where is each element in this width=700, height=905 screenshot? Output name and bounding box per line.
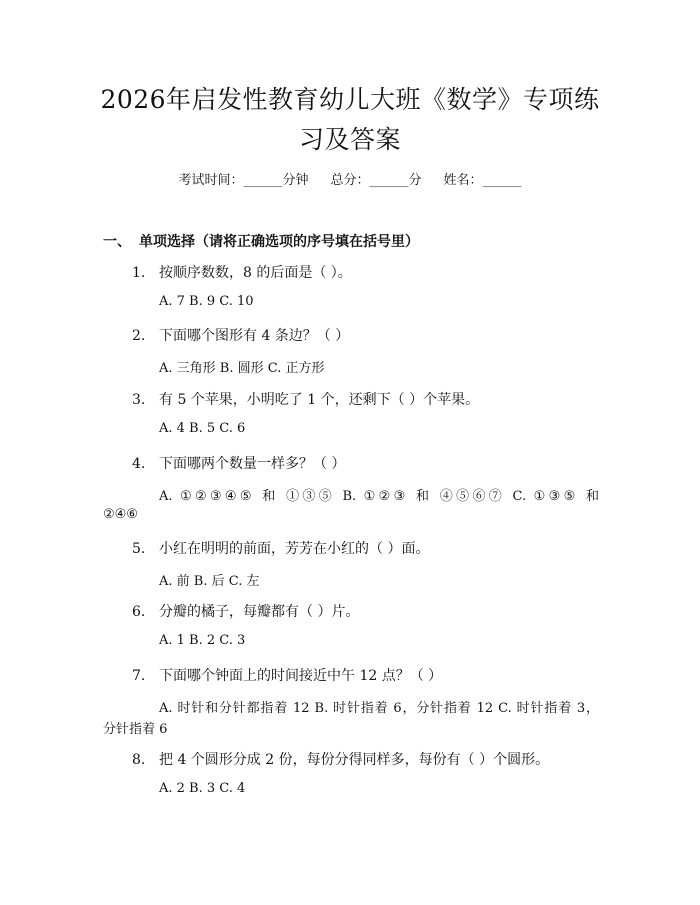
exam-info (0, 169, 700, 188)
question-1-options: A. 7 B. 9 C. 10 (159, 294, 254, 309)
question-5 (132, 538, 429, 558)
question-3-options: A. 4 B. 5 C. 6 (159, 421, 246, 436)
section-number: 一、 (103, 234, 131, 250)
question-text: 小红在明明的前面，芳芳在小红的（ ）面。 (159, 541, 430, 557)
question-4-options-continued: ②④⑥ (103, 507, 138, 522)
question-number: 7. (132, 668, 146, 684)
title-line-1: 2026年启发性教育幼儿大班《数学》专项练 (100, 85, 600, 114)
question-5-options: A. 前 B. 后 C. 左 (159, 574, 260, 589)
question-4 (132, 453, 345, 473)
question-number: 5. (132, 541, 146, 557)
question-1 (132, 262, 352, 282)
question-7-options: A. 时针和分针都指着 12 B. 时针指着 6，分针指着 12 C. 时针指着 3， (159, 701, 599, 716)
question-number: 8. (132, 752, 146, 768)
question-text: 下面哪个图形有 4 条边？（ ） (159, 328, 350, 344)
score-field: 总分：______分 (330, 173, 422, 188)
question-text: 下面哪个钟面上的时间接近中午 12 点？（ ） (159, 668, 443, 684)
question-6-options: A. 1 B. 2 C. 3 (159, 633, 246, 648)
question-2 (132, 325, 349, 345)
question-8 (132, 749, 549, 769)
question-number: 6. (132, 604, 146, 620)
question-2-options: A. 三角形 B. 圆形 C. 正方形 (159, 361, 325, 376)
question-7-options-continued: 分针指着 6 (103, 722, 168, 737)
exam-time-field: 考试时间：______分钟 (178, 173, 309, 188)
question-text: 分瓣的橘子，每瓣都有（ ）片。 (159, 604, 360, 620)
section-heading (103, 231, 419, 251)
question-4-options: A. ①②③④⑤ 和 ①③⑤ B. ①②③ 和 ④⑤⑥⑦ C. ①③⑤ 和 (159, 489, 599, 504)
title-line-2: 习及答案 (298, 125, 401, 154)
question-8-options: A. 2 B. 3 C. 4 (159, 781, 246, 796)
document-title (95, 80, 605, 160)
question-number: 2. (132, 328, 146, 344)
question-text: 有 5 个苹果，小明吃了 1 个，还剩下（ ）个苹果。 (159, 392, 480, 408)
question-text: 按顺序数数，8 的后面是（ ）。 (159, 265, 352, 281)
question-6 (132, 601, 359, 621)
section-title: 单项选择（请将正确选项的序号填在括号里） (139, 234, 419, 250)
question-text: 下面哪两个数量一样多？（ ） (159, 456, 346, 472)
question-text: 把 4 个圆形分成 2 份，每份分得同样多，每份有（ ）个圆形。 (159, 752, 550, 768)
question-7 (132, 665, 442, 685)
question-3 (132, 389, 479, 409)
name-field: 姓名：______ (443, 173, 522, 188)
question-number: 3. (132, 392, 146, 408)
question-number: 1. (132, 265, 146, 281)
question-number: 4. (132, 456, 146, 472)
